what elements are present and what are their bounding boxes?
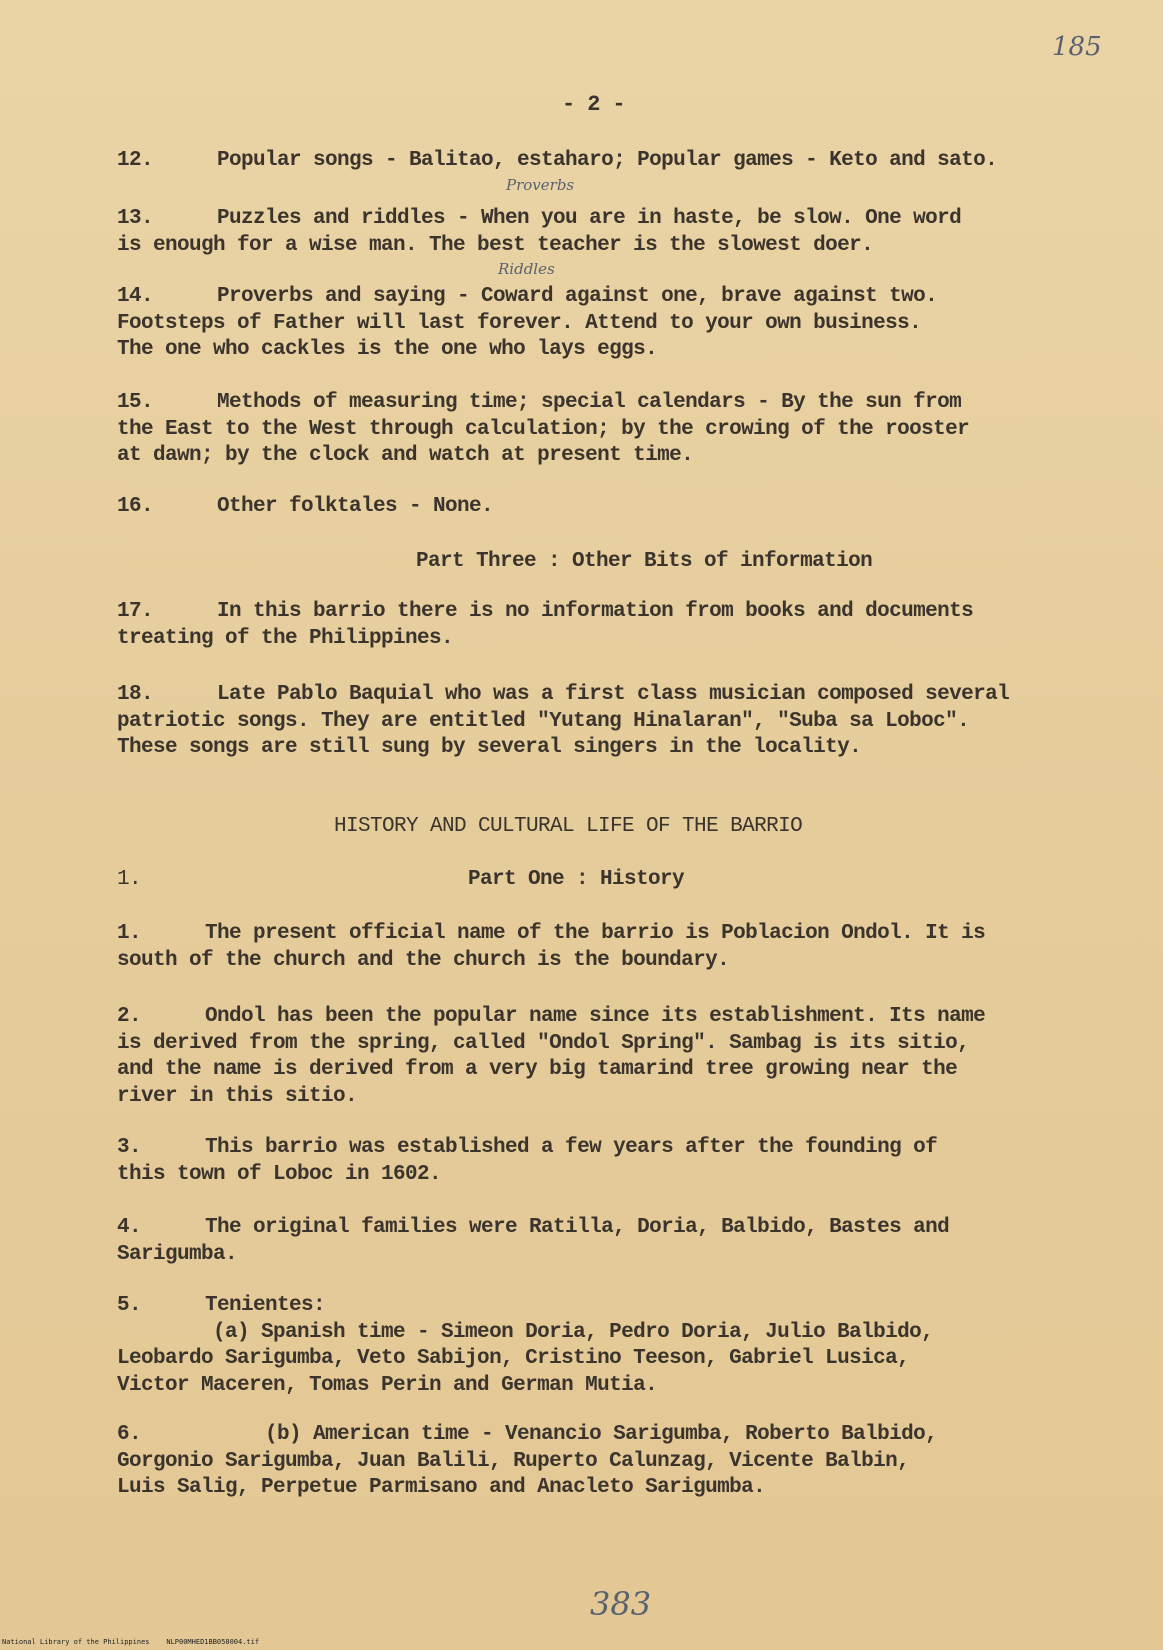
item-line (117, 682, 1077, 709)
part-three-heading: Part Three : Other Bits of information (416, 550, 873, 573)
item-number: 18. (117, 683, 154, 706)
item-text: and the name is derived from a very big tamarind tree growing near the (117, 1058, 958, 1081)
item-number: 3. (117, 1136, 142, 1159)
item-text: is enough for a wise man. The best teacher is the slowest doer. (117, 233, 874, 257)
handwritten-note-riddles: Riddles (498, 260, 555, 278)
item-16 (117, 494, 1077, 521)
item-text: Leobardo Sarigumba, Veto Sabijon, Cristino Teeson, Gabriel Lusica, (117, 1347, 910, 1370)
item-text: south of the church and the church is the boundary. (117, 948, 730, 972)
item-number: 15. (117, 391, 154, 414)
item-text: (b) American time - Venancio Sarigumba, Roberto Balbido, (217, 1423, 938, 1446)
item-12 (117, 148, 1077, 175)
item-line (117, 1422, 1077, 1449)
item-text: is derived from the spring, called "Ondol Spring". Sambag is its sitio, (117, 1031, 970, 1055)
item-line (117, 1215, 1077, 1242)
item-text: Luis Salig, Perpetue Parmisano and Anacleto Sarigumba. (117, 1476, 766, 1499)
item-text: This barrio was established a few years after the founding of (205, 1136, 938, 1159)
item-15 (117, 390, 1077, 470)
item-line (117, 1004, 1077, 1031)
part-one-heading: Part One : History (468, 868, 685, 891)
item-line (117, 390, 1077, 417)
item-number: 12. (117, 149, 154, 172)
item-text: Popular songs - Balitao, estaharo; Popular games - Keto and sato. (217, 149, 998, 172)
item-text: Puzzles and riddles - When you are in haste, be slow. One word (217, 207, 962, 230)
item-text: treating of the Philippines. (117, 626, 454, 650)
item-14 (117, 284, 1077, 364)
section-title: HISTORY AND CULTURAL LIFE OF THE BARRIO (334, 815, 803, 838)
item-number: 2. (117, 1005, 142, 1028)
item-number: 1. (117, 922, 142, 945)
item-text: Proverbs and saying - Coward against one, brave against two. (217, 285, 938, 308)
item-number: 13. (117, 207, 154, 230)
history-item-3 (117, 1135, 1077, 1188)
item-number: 6. (117, 1423, 142, 1446)
item-line (117, 1135, 1077, 1162)
handwritten-page-number: 185 (1052, 32, 1102, 62)
item-text: Gorgonio Sarigumba, Juan Balili, Ruperto Calunzag, Vicente Balbin, (117, 1449, 910, 1473)
item-text: Sarigumba. (117, 1242, 238, 1266)
item-text: Tenientes: (205, 1294, 326, 1317)
item-line (117, 1293, 1077, 1320)
item-text: Footsteps of Father will last forever. Attend to your own business. (117, 311, 922, 335)
page-number: - 2 - (562, 92, 626, 117)
item-line (117, 148, 1077, 175)
history-item-2 (117, 1004, 1077, 1110)
item-text: The one who cackles is the one who lays eggs. (117, 338, 658, 361)
item-text: Late Pablo Baquial who was a first class musician composed several (217, 683, 1010, 706)
item-13 (117, 206, 1077, 259)
item-line (117, 206, 1077, 233)
history-item-1 (117, 921, 1077, 974)
item-text: Methods of measuring time; special calendars - By the sun from (217, 391, 962, 414)
item-18 (117, 682, 1077, 762)
item-text: patriotic songs. They are entitled "Yutang Hinalaran", "Suba sa Loboc". (117, 709, 970, 733)
handwritten-note-proverbs: Proverbs (506, 176, 575, 194)
item-line (117, 921, 1077, 948)
history-item-5 (117, 1293, 1077, 1399)
item-text: The original families were Ratilla, Doria, Balbido, Bastes and (205, 1216, 950, 1239)
archive-footer: National Library of the Philippines NLP00MHED1BB058004.tif (2, 1638, 260, 1646)
history-item-4 (117, 1215, 1077, 1268)
item-number: 4. (117, 1216, 142, 1239)
item-17 (117, 599, 1077, 652)
item-number: 16. (117, 495, 154, 518)
item-text: (a) Spanish time - Simeon Doria, Pedro Doria, Julio Balbido, (117, 1320, 934, 1344)
item-text: Victor Maceren, Tomas Perin and German Mutia. (117, 1373, 658, 1397)
history-item-6 (117, 1422, 1077, 1502)
item-line (117, 494, 1077, 521)
item-text: river in this sitio. (117, 1084, 358, 1108)
item-text: These songs are still sung by several singers in the locality. (117, 736, 862, 759)
item-number: 5. (117, 1294, 142, 1317)
item-text: this town of Loboc in 1602. (117, 1162, 442, 1186)
item-line (117, 284, 1077, 311)
item-text: Ondol has been the popular name since its establishment. Its name (205, 1005, 986, 1028)
handwritten-folio-number: 383 (590, 1585, 652, 1623)
item-number: 17. (117, 600, 154, 623)
item-text: In this barrio there is no information from books and documents (217, 600, 974, 623)
item-text: Other folktales - None. (217, 495, 494, 518)
item-text: at dawn; by the clock and watch at present time. (117, 444, 694, 467)
item-line (117, 599, 1077, 626)
part-one-number: 1. (117, 868, 142, 891)
item-number: 14. (117, 285, 154, 308)
item-text: the East to the West through calculation; by the crowing of the rooster (117, 417, 970, 441)
item-text: The present official name of the barrio is Poblacion Ondol. It is (205, 922, 986, 945)
